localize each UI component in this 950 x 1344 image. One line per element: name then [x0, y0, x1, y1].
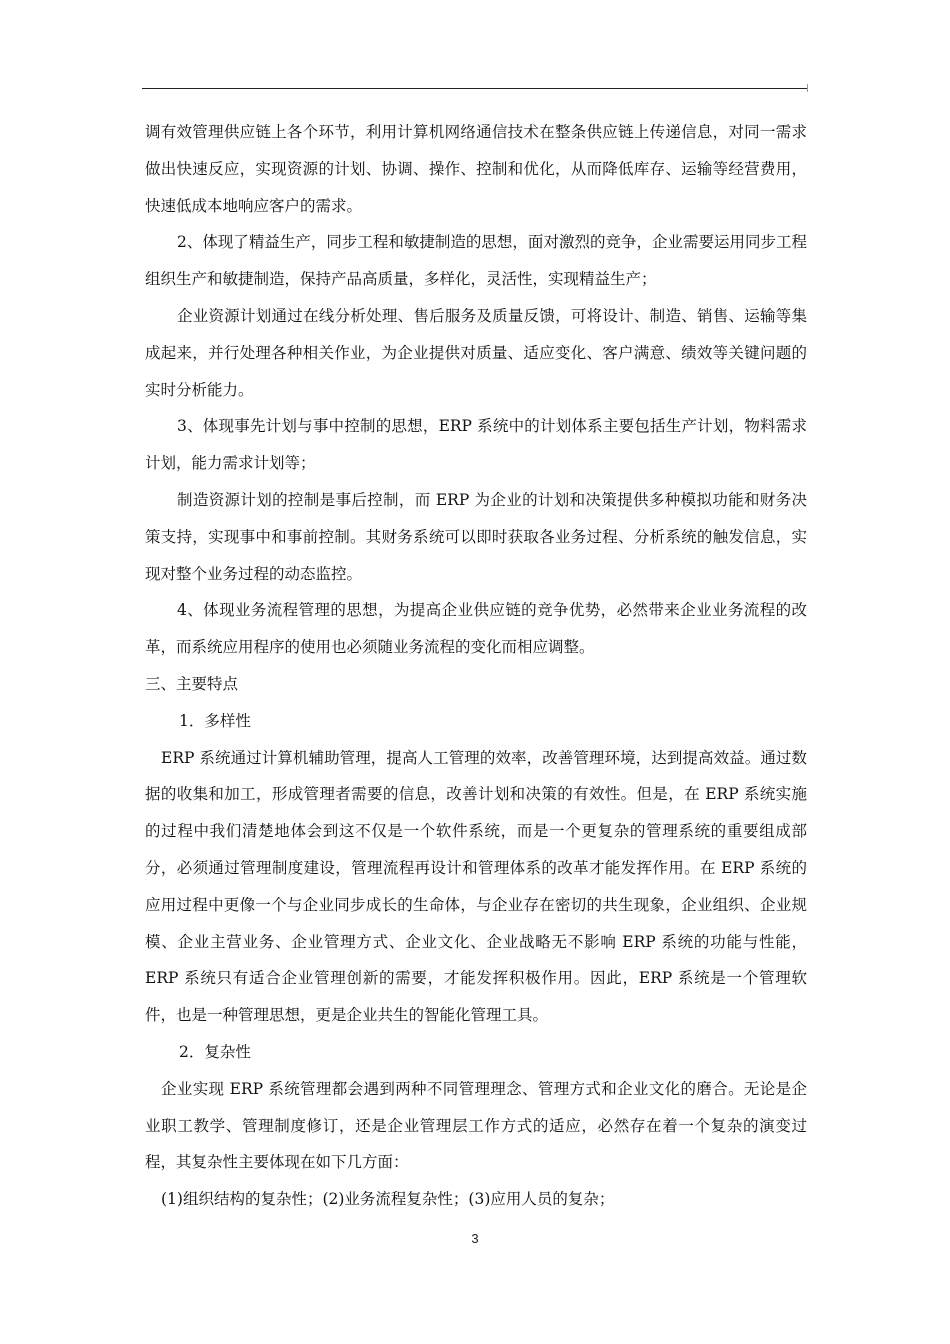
paragraph-control: 制造资源计划的控制是事后控制，而 ERP 为企业的计划和决策提供多种模拟功能和财务决策支持，实现事中和事前控制。其财务系统可以即时获取各业务过程、分析系统的触发信息，实现对整个业务过程的动态监控。 — [145, 490, 807, 583]
section-heading-features: 三、主要特点 — [145, 674, 239, 693]
paragraph-erp-analysis: 企业资源计划通过在线分析处理、售后服务及质量反馈，可将设计、制造、销售、运输等集成起来，并行处理各种相关作业，为企业提供对质量、适应变化、客户满意、绩效等关键问题的实时分析能力。 — [145, 306, 807, 399]
paragraph-complexity: 企业实现 ERP 系统管理都会遇到两种不同管理理念、管理方式和企业文化的磨合。无论是企业职工教学、管理制度修订，还是企业管理层工作方式的适应，必然存在着一个复杂的演变过程，其复杂性主要体现在如下几方面： — [145, 1079, 807, 1172]
paragraph-point-2: 2、体现了精益生产，同步工程和敏捷制造的思想，面对激烈的竞争，企业需要运用同步工程组织生产和敏捷制造，保持产品高质量，多样化，灵活性，实现精益生产； — [145, 233, 807, 289]
complexity-list: (1)组织结构的复杂性；(2)业务流程复杂性；(3)应用人员的复杂； — [161, 1190, 615, 1209]
header-rule — [142, 88, 808, 89]
subheading-complexity: 2．复杂性 — [179, 1042, 251, 1061]
page-body — [145, 114, 807, 1218]
header-corner-mark — [807, 84, 808, 92]
page-number: 3 — [471, 1231, 479, 1246]
subheading-diversity: 1．多样性 — [179, 711, 251, 730]
paragraph-point-3: 3、体现事先计划与事中控制的思想，ERP 系统中的计划体系主要包括生产计划，物料需求计划，能力需求计划等； — [145, 417, 807, 473]
paragraph-continuation: 调有效管理供应链上各个环节，利用计算机网络通信技术在整条供应链上传递信息，对同一需求做出快速反应，实现资源的计划、协调、操作、控制和优化，从而降低库存、运输等经营费用，快速低成本地响应客户的需求。 — [145, 123, 807, 215]
paragraph-point-4: 4、体现业务流程管理的思想，为提高企业供应链的竞争优势，必然带来企业业务流程的改革，而系统应用程序的使用也必须随业务流程的变化而相应调整。 — [145, 601, 807, 657]
paragraph-diversity: ERP 系统通过计算机辅助管理，提高人工管理的效率，改善管理环境，达到提高效益。通过数据的收集和加工，形成管理者需要的信息，改善计划和决策的有效性。但是，在 ERP 系统实施的过程中我们清楚地体会到这不仅是一个软件系统，而是一个更复杂的管理系统的重要组成部分，必须通过管理制度建设，管理流程再设计和管理体系的改革才能发挥作用。在 ERP 系统的应用过程中更像一个与企业同步成长的生命体，与企业存在密切的共生现象，企业组织、企业规模、企业主营业务、企业管理方式、企业文化、企业战略无不影响 ERP 系统的功能与性能，ERP 系统只有适合企业管理创新的需要，才能发挥积极作用。因此，ERP 系统是一个管理软件，也是一种管理思想，更是企业共生的智能化管理工具。 — [145, 748, 807, 1025]
